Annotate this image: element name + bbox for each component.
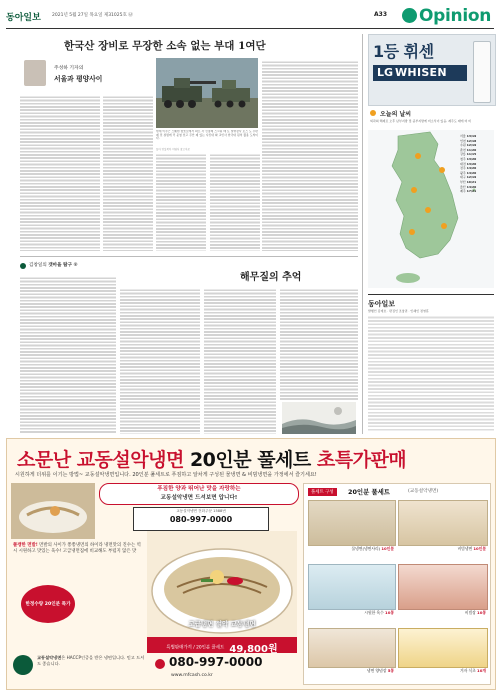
column1-body-e [262,60,358,251]
author-title: 주성하 기자의 [54,66,84,71]
set-title: 20인분 풀세트 [348,488,390,496]
column1-headline: 한국산 장비로 무장한 소속 없는 부대 1여단 [64,40,266,52]
whisen-logo: WHISEN [395,66,447,79]
lg-logo: LG [377,66,394,79]
date-line: 2021년 5월 27일 목요일 제31025호 ㉥ [52,13,133,18]
website-link[interactable]: www.mfcash.co.kr [171,673,213,678]
page-number: A33 [374,11,387,18]
headline-brand: 교동설악냉면 [76,449,184,471]
column1-body-d [210,153,260,251]
product-image [398,564,488,610]
product-caption: 비빔냉면 10인분 [457,546,486,551]
company-subline: 발행인 김재호 · 편집인 조창권 · 인쇄인 정영훈 [368,309,429,313]
product-caption: 물냉면(냉면사리) 10인분 [351,546,394,551]
product-card [308,564,394,622]
product-card [308,500,394,558]
haccp-body: 은 HACCP인증을 받은 냉면입니다. 믿고 드셔도 좋습니다. [37,655,145,666]
company-info-body [368,315,494,431]
promo-copy-red: 쫄깽한 면발! [13,543,38,548]
weather-subtitle: 외곽의 해제로 오후 남부지방 및 중부지방에 비소식이 있음, 제주도 제에 비 비 [370,119,472,123]
bottom-phone-icon [155,659,165,669]
weather-sun-icon [370,110,376,116]
product-caption: 비빔장 10봉 [464,610,486,615]
bubble-line2: 교동설악냉면 드셔보면 압니다! [160,495,238,501]
headline-part1: 소문난 [17,449,71,471]
limited-stamp [21,585,75,623]
product-image [398,500,488,546]
product-card [398,564,486,622]
column2-badge-author: 김창일의 [29,263,47,268]
column1-photo-credit: 동아 연설북아 이명식 참고자료 [156,148,190,151]
city-row: 춘천 11/20 [460,147,477,152]
column1-body-b [103,95,153,251]
noodle-bowl-label: 고급냉면 설악 교동냉면 [188,620,256,628]
bubble-line1: 푸짐한 양과 뛰어난 맛을 자랑하는 [157,486,241,492]
ad-bubble [99,483,299,505]
company-info [368,294,494,435]
set-panel [303,483,491,685]
product-card [308,628,394,680]
masthead [0,0,500,30]
product-caption: 냉면 양념장 5봉 [366,668,394,673]
city-row: 울산 14/20 [460,184,477,189]
lg-whisen-ad[interactable] [368,34,496,106]
headline-sale: 초특가판매 [316,449,407,471]
product-image [398,628,488,668]
author-photo [24,60,46,86]
city-row: 수원 12/19 [460,143,477,148]
ad-rank-text: 1등 휘센 [373,42,434,61]
product-card [398,500,486,558]
city-row: 제주 17/21 [460,189,477,194]
noodle-bowl-photo [147,531,297,637]
promo-copy [13,543,143,583]
headline-part2: 20인분 풀세트 [189,449,311,471]
weather-city-list [460,134,492,194]
column1-photo [156,58,258,128]
column1-body-a [20,95,100,251]
column2-title: 갯마을 탐구 [48,263,73,268]
city-row: 강릉 11/15 [460,152,477,157]
column1-photo-caption: 현대 이수근 스웨덴 방호로에서 파르 사 신장제 스크린 배 토 일병장사 로스 도 우편제 전 설명에 리 운영 선고 무안 제 있는 사진대 화 교인사 한국대 원칙 활용 도착이다. [156,130,258,140]
ad-left-photo [11,483,95,539]
author-column-name: 서울과 평양사이 [54,75,103,83]
weather-title: 오늘의 날씨 [380,111,412,118]
city-row: 대전 13/20 [460,161,477,166]
column1-body-c [156,153,206,251]
product-caption: 시원한 육수 10봉 [364,610,394,615]
set-label: 풀세트 구성 [308,488,337,496]
phone-order-number: 080-997-0000 [169,515,233,524]
city-row: 광주 14/20 [460,170,477,175]
haccp-text [37,655,145,667]
column2-body-a [20,276,116,434]
column2-number: ⑧ [73,263,78,268]
weather-map [368,130,494,288]
set-subtitle: (교동설악냉면) [408,489,439,494]
company-logo: 동아일보 [368,299,396,308]
promo-copy-body: 면발의 사이가 쫑쫑냉면의 하이라 냉면맛의 진수는 역시 시원하고 맛있는 육수! 고급냉면집에 비교해도 부럽지 않은 맛 [13,543,141,554]
column2-illustration [282,402,356,434]
bottom-phone[interactable]: 080-997-0000 [169,655,263,669]
newspaper-logo: 동아일보 [6,13,41,23]
column2-headline: 해무질의 추억 [240,272,302,283]
price-bar [147,637,297,653]
noodle-ad[interactable] [6,438,496,690]
ad-sub-headline: 시원하게 더위를 이기는 방법~ 교동설악냉면입니다. 20인분 풀세트로 푸짐하고 알차게 구성된 물냉면 & 비빔냉면을 가정에서 즐기세요! [15,472,317,478]
opinion-circle-icon [402,8,417,23]
ad-headline [17,445,406,472]
city-row: 대구 12/19 [460,175,477,180]
product-card [398,628,486,680]
column2-badge-icon [20,263,26,269]
column2-body-d [280,288,358,400]
column2-badge [29,262,78,268]
phone-order-box[interactable] [133,507,269,531]
haccp-brand: 교동설악냉면 [37,655,62,660]
haccp-logo-icon [13,655,33,675]
product-image [308,628,396,668]
product-image [308,564,396,610]
product-image [308,500,396,546]
city-row: 청주 13/20 [460,156,477,161]
column2-body-c [204,288,276,434]
section-title: Opinion [419,6,492,26]
city-row: 부산 16/21 [460,179,477,184]
phone-order-label: 교동설악냉면 전화주문 1588번 [176,509,226,513]
city-row: 전주 14/20 [460,166,477,171]
city-row: 인천 12/18 [460,138,477,143]
product-caption: 겨자 식초 10개 [459,668,486,673]
stamp-text: 한정수량 20인분 특가 [25,602,71,607]
air-conditioner-unit [473,41,491,103]
city-row: 서울 13/19 [460,134,477,138]
column2-body-b [120,288,200,434]
price-label: 특별판매가격 / 20인분 풀세트 [166,645,225,651]
price-value: 49,800원 [229,644,278,655]
